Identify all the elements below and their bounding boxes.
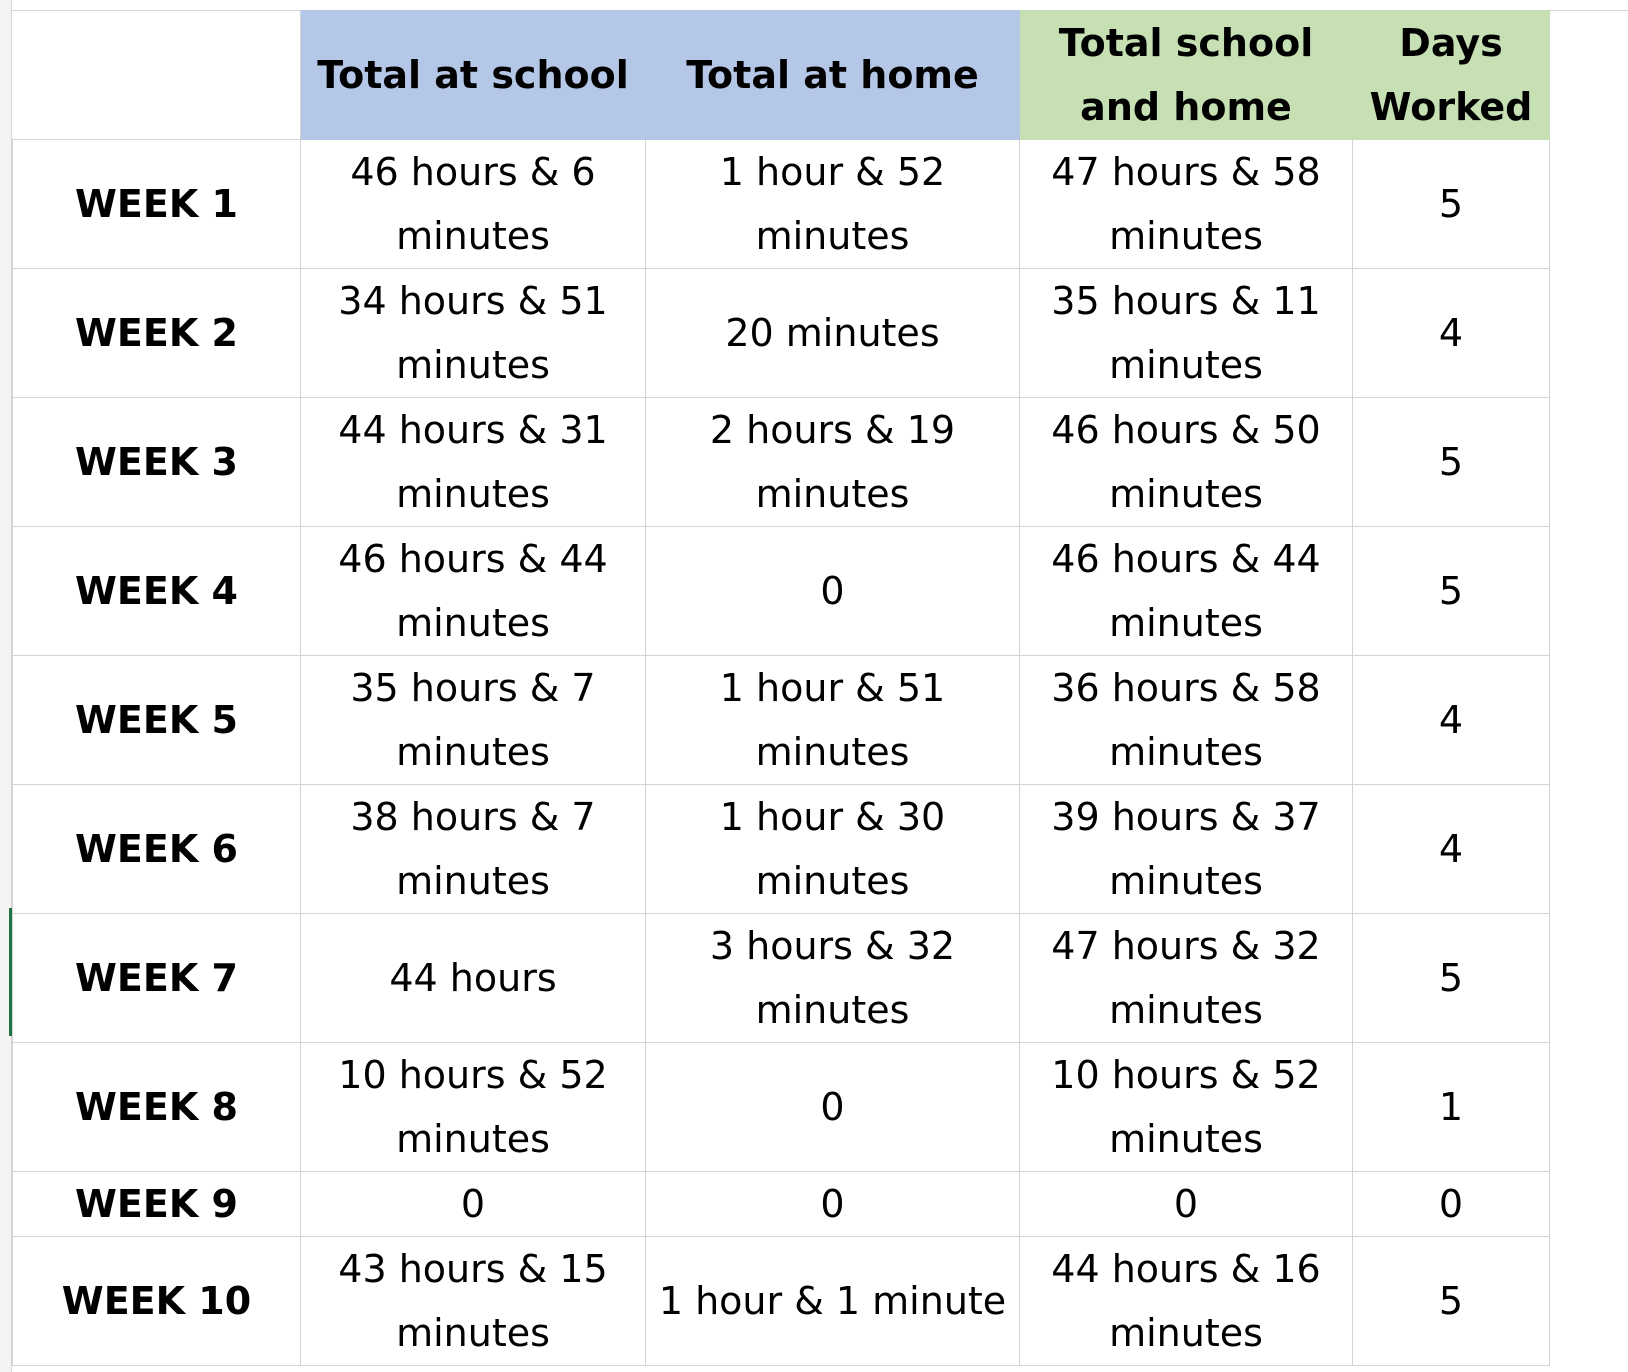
days-worked-cell[interactable]: 5 <box>1353 1237 1550 1366</box>
school-time-cell[interactable]: 38 hours & 7 minutes <box>301 785 646 914</box>
table-row <box>13 1043 1550 1172</box>
days-worked-cell[interactable]: 5 <box>1353 140 1550 269</box>
week-label-cell[interactable]: WEEK 5 <box>13 656 301 785</box>
header-row <box>13 11 1550 140</box>
header-cell-total-at-home[interactable]: Total at home <box>646 11 1020 140</box>
days-worked-cell[interactable]: 4 <box>1353 656 1550 785</box>
home-time-cell[interactable]: 1 hour & 1 minute <box>646 1237 1020 1366</box>
week-label-cell[interactable]: WEEK 9 <box>13 1172 301 1237</box>
days-worked-cell[interactable]: 5 <box>1353 398 1550 527</box>
week-label-cell[interactable]: WEEK 1 <box>13 140 301 269</box>
total-time-cell[interactable]: 47 hours & 32 minutes <box>1020 914 1353 1043</box>
days-worked-cell[interactable]: 1 <box>1353 1043 1550 1172</box>
table-row <box>13 269 1550 398</box>
home-time-cell[interactable]: 3 hours & 32 minutes <box>646 914 1020 1043</box>
total-time-cell[interactable]: 39 hours & 37 minutes <box>1020 785 1353 914</box>
table-row <box>13 140 1550 269</box>
table-row <box>13 1237 1550 1366</box>
table-row <box>13 914 1550 1043</box>
table-row <box>13 1172 1550 1237</box>
week-label-cell[interactable]: WEEK 4 <box>13 527 301 656</box>
home-time-cell[interactable]: 1 hour & 52 minutes <box>646 140 1020 269</box>
school-time-cell[interactable]: 44 hours & 31 minutes <box>301 398 646 527</box>
table-row <box>13 656 1550 785</box>
home-time-cell[interactable]: 1 hour & 51 minutes <box>646 656 1020 785</box>
days-worked-cell[interactable]: 4 <box>1353 269 1550 398</box>
week-label-cell[interactable]: WEEK 8 <box>13 1043 301 1172</box>
weekly-hours-table <box>12 10 1550 1366</box>
week-label-cell[interactable]: WEEK 6 <box>13 785 301 914</box>
home-time-cell[interactable]: 0 <box>646 1043 1020 1172</box>
week-label-cell[interactable]: WEEK 3 <box>13 398 301 527</box>
total-time-cell[interactable]: 46 hours & 44 minutes <box>1020 527 1353 656</box>
total-time-cell[interactable]: 0 <box>1020 1172 1353 1237</box>
home-time-cell[interactable]: 1 hour & 30 minutes <box>646 785 1020 914</box>
header-cell-total-school-and-home[interactable]: Total school and home <box>1020 11 1353 140</box>
school-time-cell[interactable]: 46 hours & 6 minutes <box>301 140 646 269</box>
school-time-cell[interactable]: 34 hours & 51 minutes <box>301 269 646 398</box>
school-time-cell[interactable]: 44 hours <box>301 914 646 1043</box>
total-time-cell[interactable]: 10 hours & 52 minutes <box>1020 1043 1353 1172</box>
school-time-cell[interactable]: 0 <box>301 1172 646 1237</box>
days-worked-cell[interactable]: 5 <box>1353 914 1550 1043</box>
week-label-cell[interactable]: WEEK 7 <box>13 914 301 1043</box>
school-time-cell[interactable]: 10 hours & 52 minutes <box>301 1043 646 1172</box>
home-time-cell[interactable]: 0 <box>646 1172 1020 1237</box>
header-cell-total-at-school[interactable]: Total at school <box>301 11 646 140</box>
header-cell-corner[interactable] <box>13 11 301 140</box>
home-time-cell[interactable]: 20 minutes <box>646 269 1020 398</box>
total-time-cell[interactable]: 35 hours & 11 minutes <box>1020 269 1353 398</box>
school-time-cell[interactable]: 43 hours & 15 minutes <box>301 1237 646 1366</box>
days-worked-cell[interactable]: 0 <box>1353 1172 1550 1237</box>
table-row <box>13 785 1550 914</box>
total-time-cell[interactable]: 44 hours & 16 minutes <box>1020 1237 1353 1366</box>
header-cell-days-worked[interactable]: Days Worked <box>1353 11 1550 140</box>
week-label-cell[interactable]: WEEK 10 <box>13 1237 301 1366</box>
table-row <box>13 527 1550 656</box>
home-time-cell[interactable]: 2 hours & 19 minutes <box>646 398 1020 527</box>
school-time-cell[interactable]: 35 hours & 7 minutes <box>301 656 646 785</box>
home-time-cell[interactable]: 0 <box>646 527 1020 656</box>
row-header-strip[interactable] <box>0 0 12 1372</box>
total-time-cell[interactable]: 46 hours & 50 minutes <box>1020 398 1353 527</box>
days-worked-cell[interactable]: 4 <box>1353 785 1550 914</box>
table-row <box>13 398 1550 527</box>
week-label-cell[interactable]: WEEK 2 <box>13 269 301 398</box>
school-time-cell[interactable]: 46 hours & 44 minutes <box>301 527 646 656</box>
total-time-cell[interactable]: 36 hours & 58 minutes <box>1020 656 1353 785</box>
days-worked-cell[interactable]: 5 <box>1353 527 1550 656</box>
total-time-cell[interactable]: 47 hours & 58 minutes <box>1020 140 1353 269</box>
